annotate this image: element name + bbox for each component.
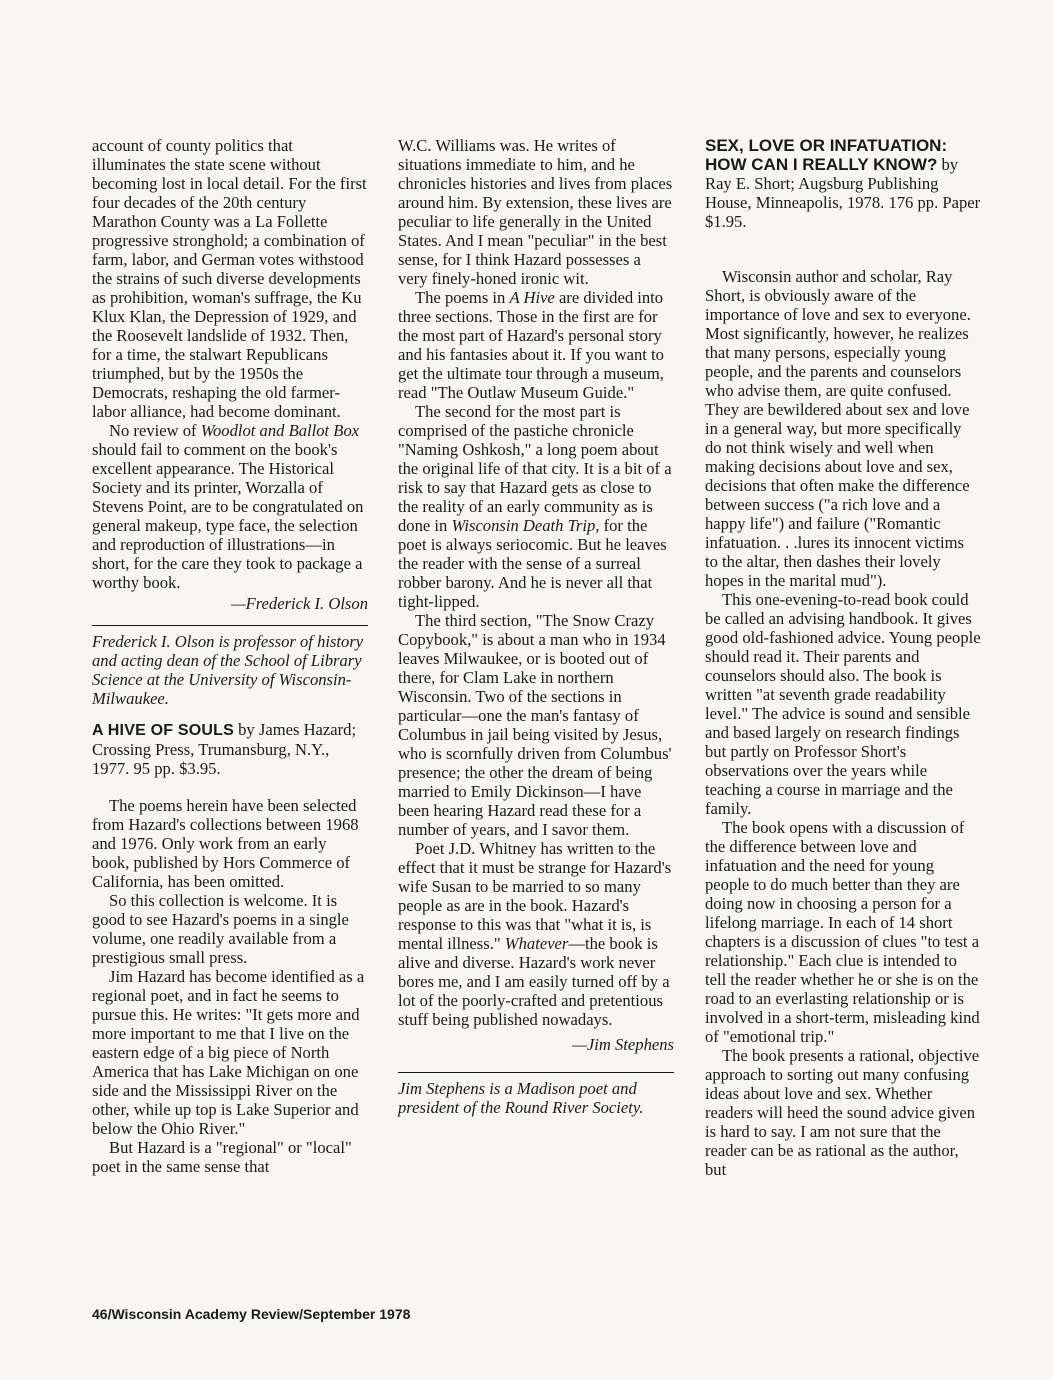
book-title: A Hive xyxy=(509,288,555,307)
text: —the book is alive and diverse. Hazard's work never bores me, and I am easily turned off by a lot of the poorly-crafted and pretentious stuff being published nowadays. xyxy=(398,934,670,1029)
paragraph: The poems herein have been selected from Hazard's collections between 1968 and 1976. Only work from an early book, published by Hors Commerce of California, has been omitted. xyxy=(92,796,359,891)
text: are divided into three sections. Those in the first are for the most part of Hazard's personal story and his fantasies about it. If you want to get the ultimate tour through a museum, read "The Outlaw Museum Guide." xyxy=(398,288,664,402)
paragraph: But Hazard is a "regional" or "local" poet in the same sense that xyxy=(92,1138,352,1176)
review-info: by James Hazard; Crossing Press, Trumansburg, N.Y., 1977. 95 pp. $3.95. xyxy=(92,720,357,778)
column-1 xyxy=(92,136,368,1176)
emphasis: Whatever xyxy=(504,934,569,953)
text: The second for the most part is comprised of the pastiche chronicle "Naming Oshkosh," a long poem about the original life of that city. It is a bit of a risk to say that Hazard gets as close to the reality of an early community as is done in xyxy=(398,402,672,535)
column-2 xyxy=(398,136,674,1117)
book-title: Woodlot and Ballot Box xyxy=(200,421,360,440)
text: should fail to comment on the book's excellent appearance. The Historical Society and its printer, Worzalla of Stevens Point, are to be congratulated on general makeup, type face, the selection and reproduction of illustrations—in short, for the care they took to package a worthy book. xyxy=(92,440,364,592)
text: Poet J.D. Whitney has written to the effect that it must be strange for Hazard's wife Susan to be married to so many people as are in the book. Hazard's response to this was that "what it is, is mental illness." xyxy=(398,839,672,953)
divider xyxy=(398,1072,674,1073)
text: The poems in xyxy=(415,288,510,307)
divider xyxy=(92,625,368,626)
paragraph: Jim Hazard has become identified as a regional poet, and in fact he seems to pursue this. He writes: "It gets more and more important to me that I live on the eastern edge of a big piece of North America that has Lake Michigan on one side and the Mississippi River on the other, while up top is Lake Superior and below the Ohio River." xyxy=(92,967,365,1138)
paragraph: So this collection is welcome. It is good to see Hazard's poems in a single volume, one readily available from a prestigious small press. xyxy=(92,891,349,967)
review-info: by Ray E. Short; Augsburg Publishing House, Minneapolis, 1978. 176 pp. Paper $1.95. xyxy=(705,155,981,231)
paragraph: W.C. Williams was. He writes of situations immediate to him, and he chronicles histories and lives from places around him. By extension, these lives are peculiar to life generally in the United States. And I mean "peculiar" in the best sense, for I think Hazard possesses a very finely-honed ironic wit. xyxy=(398,136,673,288)
signature: —Frederick I. Olson xyxy=(230,594,368,613)
text: for the poet is always seriocomic. But he leaves the reader with the sense of a surreal robber barony. And he is never all that tight-lipped. xyxy=(398,516,667,611)
paragraph xyxy=(92,421,368,592)
paragraph xyxy=(398,288,674,402)
review-heading xyxy=(92,720,368,778)
author-bio: Jim Stephens is a Madison poet and president of the Round River Society. xyxy=(398,1079,644,1117)
paragraph: This one-evening-to-read book could be called an advising handbook. It gives good old-fashioned advice. Young people should read it. Their parents and counselors should also. The book is written "at seventh grade readability level." The advice is sound and sensible and based largely on research findings but partly on Professor Short's observations over the years while teaching a course in marriage and the family. xyxy=(705,590,981,818)
signature: —Jim Stephens xyxy=(572,1035,674,1054)
text: No review of xyxy=(109,421,201,440)
paragraph: account of county politics that illuminates the state scene without becoming lost in local detail. For the first four decades of the 20th century Marathon County was a La Follette progressive stronghold; a combination of farm, labor, and German votes withstood the strains of such diverse developments as prohibition, woman's suffrage, the Ku Klux Klan, the Depression of 1929, and the Roosevelt landslide of 1932. Then, for a time, the stalwart Republicans triumphed, but by the 1950s the Democrats, reshaping the old farmer-labor alliance, had become dominant. xyxy=(92,136,367,421)
page-footer: 46/Wisconsin Academy Review/September 1978 xyxy=(92,1306,411,1322)
review-title: SEX, LOVE OR INFATUATION: HOW CAN I REALLY KNOW? xyxy=(705,136,948,174)
review-title: A HIVE OF SOULS xyxy=(92,722,234,739)
review-heading xyxy=(705,136,981,231)
book-title: Wisconsin Death Trip, xyxy=(451,516,600,535)
author-bio: Frederick I. Olson is professor of history and acting dean of the School of Library Science at the University of Wisconsin-Milwaukee. xyxy=(92,632,364,708)
paragraph xyxy=(398,839,674,1029)
paragraph xyxy=(398,402,674,611)
paragraph: Wisconsin author and scholar, Ray Short, is obviously aware of the importance of love and sex to everyone. Most significantly, however, he realizes that many persons, especially young people, and the parents and counselors who advise them, are quite confused. They are bewildered about sex and love in a general way, but more specifically do not think wisely and well when making decisions about love and sex, decisions that often make the difference between success ("a rich love and a happy life") and failure ("Romantic infatuation. . .lures its innocent victims to the altar, then dashes their lovely hopes in the marital mud"). xyxy=(705,267,971,590)
paragraph: The book opens with a discussion of the difference between love and infatuation and the need for young people to do much better than they are doing now in choosing a person for a lifelong marriage. In each of 14 short chapters is a discussion of clues "to test a relationship." Each clue is intended to tell the reader whether he or she is on the road to an everlasting relationship or is involved in a short-term, misleading kind of "emotional trip." xyxy=(705,818,980,1046)
paragraph: The third section, "The Snow Crazy Copybook," is about a man who in 1934 leaves Milwaukee, or is booted out of there, for Clam Lake in northern Wisconsin. Two of the sections in particular—one the man's fantasy of Columbus in jail being visited by Jesus, who is scornfully driven from Columbus' presence; the other the dream of being married to Emily Dickinson—I have been hearing Hazard read these for a number of years, and I savor them. xyxy=(398,611,672,839)
paragraph: The book presents a rational, objective approach to sorting out many confusing ideas about love and sex. Whether readers will heed the sound advice given is hard to say. I am not sure that the reader can be as rational as the author, but xyxy=(705,1046,980,1179)
column-3 xyxy=(705,136,981,1179)
